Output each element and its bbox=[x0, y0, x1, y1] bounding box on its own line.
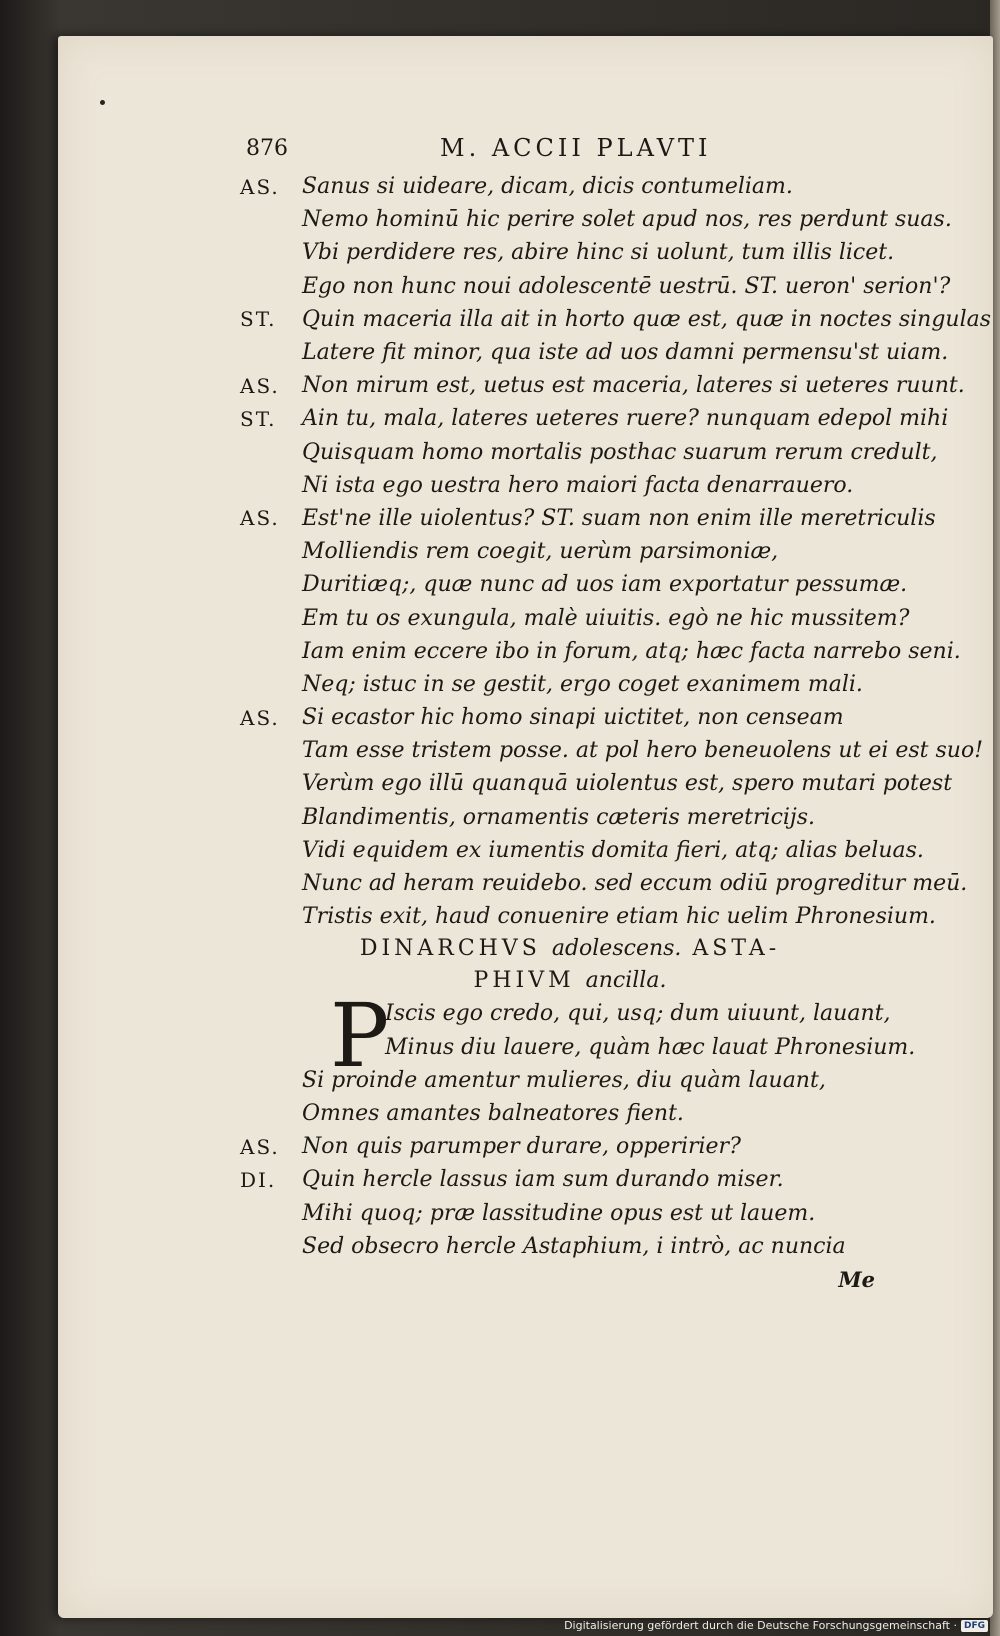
verse-line bbox=[240, 502, 980, 535]
verse-line bbox=[240, 801, 980, 834]
verse-line bbox=[240, 701, 980, 734]
verse-line bbox=[240, 270, 980, 303]
speaker-label: ST. bbox=[240, 406, 277, 431]
line-text: Nemo hominū hic perire solet apud nos, res perdunt suas. bbox=[302, 207, 952, 233]
line-text: Iam enim eccere ibo in forum, atq; hæc facta narrebo seni. bbox=[302, 638, 961, 664]
verse-line bbox=[240, 236, 980, 269]
line-text: Si ecastor hic homo sinapi uictitet, non censeam bbox=[302, 705, 844, 731]
verse-line bbox=[240, 601, 980, 634]
line-text: Tam esse tristem posse. at pol hero beneuolens ut ei est suo! bbox=[302, 738, 984, 764]
verse-line: Minus diu lauere, quàm hæc lauat Phronesium. bbox=[385, 1034, 916, 1060]
character-role-dinarchus: adolescens. bbox=[551, 936, 682, 962]
verse-line bbox=[240, 1196, 980, 1229]
line-text: Molliendis rem coegit, uerùm parsimoniæ, bbox=[302, 539, 779, 565]
line-text: Duritiæq;, quæ nunc ad uos iam exportatur pessumæ. bbox=[302, 572, 908, 598]
verse-line bbox=[240, 436, 980, 469]
verse-line bbox=[240, 1230, 980, 1263]
verse-line bbox=[240, 834, 980, 867]
verse-line bbox=[240, 336, 980, 369]
speaker-label: AS. bbox=[240, 1134, 280, 1159]
line-text: Sanus si uideare, dicam, dicis contumeliam. bbox=[302, 174, 793, 200]
speaker-label: AS. bbox=[240, 705, 280, 730]
line-text: Quisquam homo mortalis posthac suarum rerum credult, bbox=[302, 439, 938, 465]
line-text: Latere fit minor, qua iste ad uos damni permensu'st uiam. bbox=[302, 340, 949, 366]
speaker-label: DI. bbox=[240, 1167, 277, 1192]
catchword: Me bbox=[838, 1266, 875, 1292]
verse-line bbox=[240, 734, 984, 767]
speaker-label: AS. bbox=[240, 373, 280, 398]
page-header bbox=[240, 130, 980, 170]
line-text: Tristis exit, haud conuenire etiam hic uelim Phronesium. bbox=[302, 904, 936, 930]
dfg-logo-icon: DFG bbox=[961, 1620, 988, 1632]
verse-block-bottom bbox=[240, 1064, 980, 1263]
verse-line bbox=[240, 203, 980, 236]
verse-block-top bbox=[240, 170, 992, 933]
character-name-astaphium-part2: PHIVM bbox=[473, 968, 575, 994]
line-text: Em tu os exungula, malè uiuitis. egò ne hic mussitem? bbox=[302, 605, 910, 631]
verse-line bbox=[240, 469, 980, 502]
speaker-label: ST. bbox=[240, 307, 277, 332]
verse-line: Iscis ego credo, qui, usq; dum uiuunt, lauant, bbox=[385, 1001, 891, 1027]
line-text: Si proinde amentur mulieres, diu quàm lauant, bbox=[302, 1067, 826, 1093]
footer-text: Digitalisierung gefördert durch die Deutsche Forschungsgemeinschaft · bbox=[564, 1619, 957, 1632]
verse-line bbox=[240, 635, 980, 668]
line-text: Ain tu, mala, lateres ueteres ruere? nunquam edepol mihi bbox=[302, 406, 949, 432]
verse-line bbox=[240, 535, 980, 568]
line-text: Vidi equidem ex iumentis domita fieri, atq; alias beluas. bbox=[302, 837, 924, 863]
footer-credit bbox=[564, 1619, 988, 1632]
line-text: Sed obsecro hercle Astaphium, i intrò, ac nuncia bbox=[302, 1233, 846, 1259]
speaker-label: AS. bbox=[240, 174, 280, 199]
line-text: Verùm ego illū quanquā uiolentus est, spero mutari potest bbox=[302, 771, 953, 797]
verse-line bbox=[240, 668, 980, 701]
line-text: Mihi quoq; præ lassitudine opus est ut lauem. bbox=[302, 1200, 816, 1226]
line-text: Est'ne ille uiolentus? ST. suam non enim ille meretriculis bbox=[302, 505, 936, 531]
drop-cap-letter: P bbox=[330, 984, 390, 1088]
line-text: Omnes amantes balneatores fient. bbox=[302, 1100, 684, 1126]
line-text: Ni ista ego uestra hero maiori facta denarrauero. bbox=[302, 472, 854, 498]
line-text: Neq; istuc in se gestit, ergo coget exanimem mali. bbox=[302, 671, 863, 697]
line-text: Non mirum est, uetus est maceria, lateres si ueteres ruunt. bbox=[302, 373, 965, 399]
verse-line bbox=[240, 170, 980, 203]
verse-line bbox=[240, 1097, 980, 1130]
verse-line bbox=[240, 369, 980, 402]
character-name-astaphium-part1: ASTA- bbox=[692, 936, 781, 962]
page-text bbox=[240, 130, 992, 1301]
verse-line bbox=[240, 1130, 980, 1163]
verse-line bbox=[240, 568, 980, 601]
line-text: Quin maceria illa ait in horto quæ est, quæ in noctes singulas bbox=[302, 306, 992, 332]
speaker-label: AS. bbox=[240, 506, 280, 531]
line-text: Ego non hunc noui adolescentē uestrū. ST. ueron' serion'? bbox=[302, 273, 951, 299]
ink-spot bbox=[100, 100, 105, 105]
verse-line bbox=[240, 867, 980, 900]
line-text: Vbi perdidere res, abire hinc si uolunt, tum illis licet. bbox=[302, 240, 895, 266]
verse-line bbox=[240, 402, 980, 435]
page-number: 876 bbox=[246, 136, 288, 161]
verse-line bbox=[240, 1163, 980, 1196]
character-name-dinarchus: DINARCHVS bbox=[359, 936, 541, 962]
running-title: M. ACCII PLAVTI bbox=[440, 134, 712, 162]
line-text: Nunc ad heram reuidebo. sed eccum odiū progreditur meū. bbox=[302, 871, 968, 897]
verse-line bbox=[240, 900, 980, 933]
line-text: Non quis parumper durare, opperirier? bbox=[302, 1134, 741, 1160]
line-text: Quin hercle lassus iam sum durando miser. bbox=[302, 1167, 784, 1193]
character-role-astaphium: ancilla. bbox=[585, 968, 667, 994]
line-text: Blandimentis, ornamentis cæteris meretricijs. bbox=[302, 804, 816, 830]
verse-line bbox=[240, 767, 980, 800]
verse-line bbox=[240, 303, 992, 336]
